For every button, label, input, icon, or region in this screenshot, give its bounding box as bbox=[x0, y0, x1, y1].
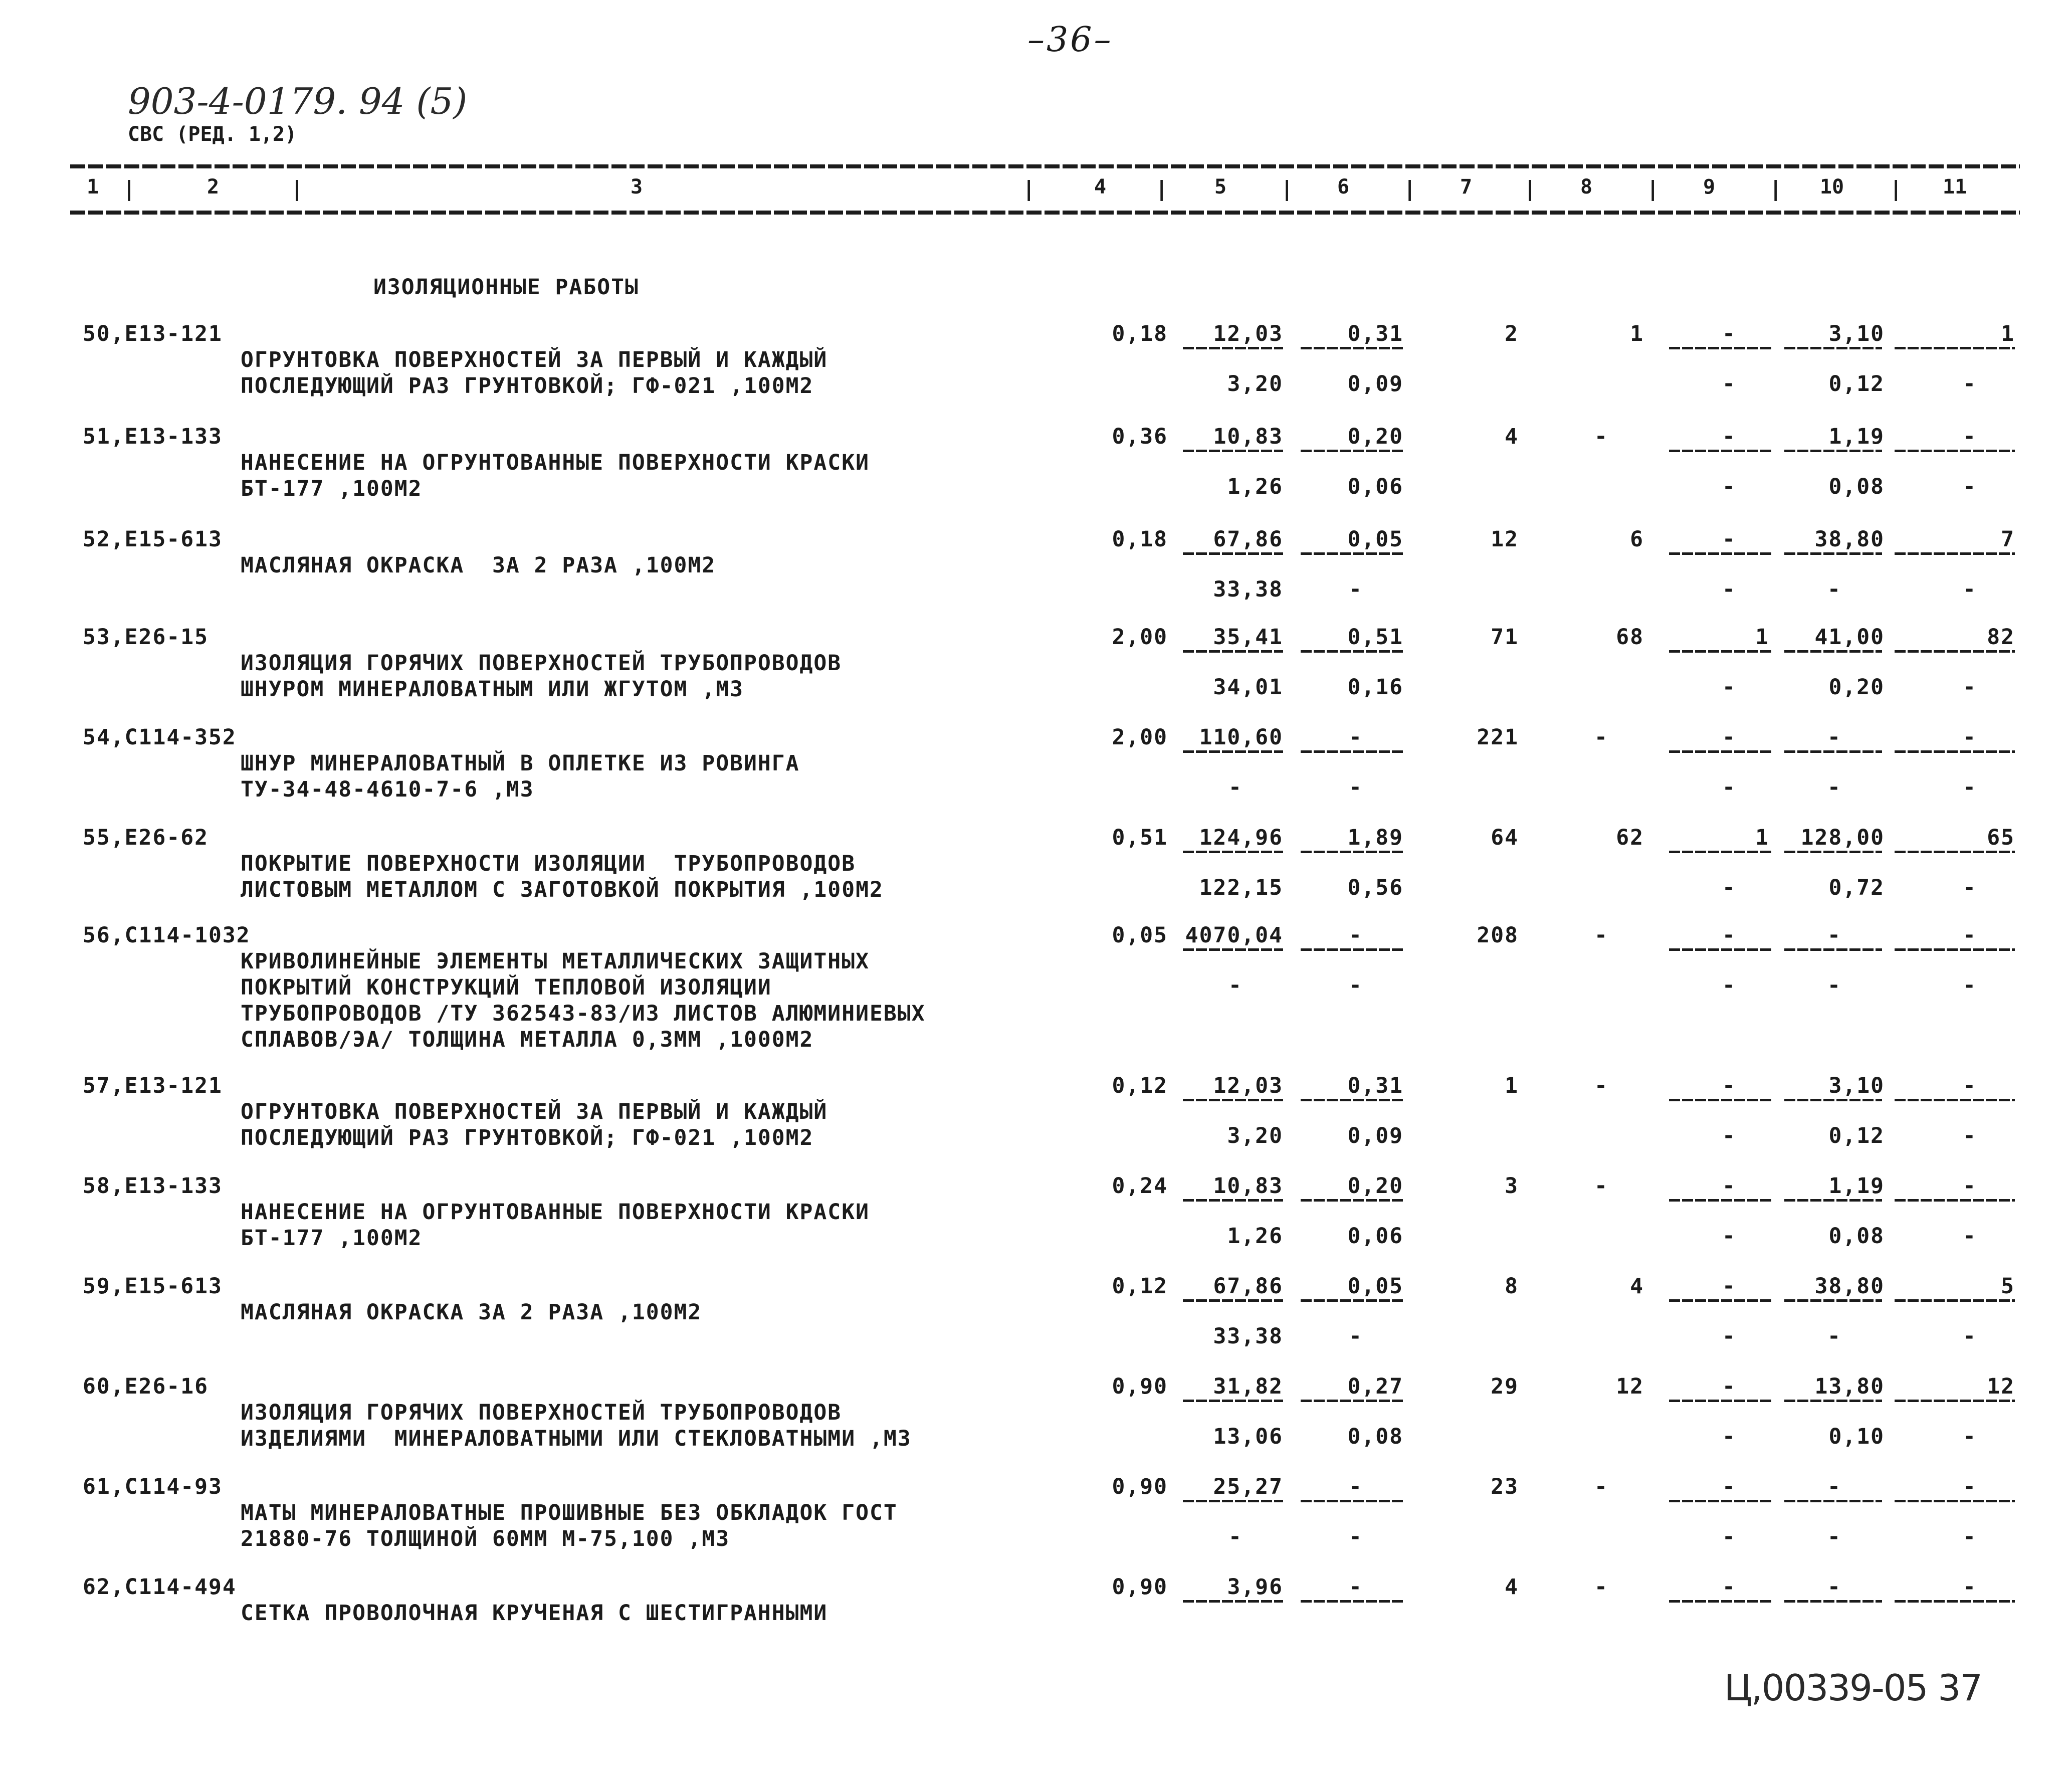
row-col-6: 0,20 bbox=[1347, 1173, 1403, 1199]
column-header-8: 8 bbox=[1580, 175, 1593, 199]
row-col-10: - bbox=[1827, 1574, 1841, 1600]
row-col-9: - bbox=[1722, 1574, 1736, 1600]
value-underline bbox=[1301, 650, 1403, 653]
row-sub-col-10: - bbox=[1827, 973, 1841, 998]
row-sub-col-11: - bbox=[1963, 875, 1977, 900]
row-col-5: 12,03 bbox=[1213, 321, 1283, 346]
row-description-line: БТ-177 ,100М2 bbox=[241, 476, 423, 501]
row-description-line: ИЗОЛЯЦИЯ ГОРЯЧИХ ПОВЕРХНОСТЕЙ ТРУБОПРОВОДОВ bbox=[241, 1400, 842, 1425]
row-col-4: 0,90 bbox=[1112, 1374, 1168, 1399]
column-header-9: 9 bbox=[1703, 175, 1716, 199]
value-underline bbox=[1784, 450, 1882, 452]
row-col-9: 1 bbox=[1755, 625, 1769, 650]
header-top-rule bbox=[70, 164, 2020, 168]
row-code: 59,Е15-613 bbox=[83, 1274, 223, 1299]
row-sub-col-11: - bbox=[1963, 675, 1977, 700]
row-col-6: 0,05 bbox=[1347, 527, 1403, 552]
value-underline bbox=[1183, 552, 1283, 555]
column-separator: | bbox=[1281, 176, 1294, 201]
row-sub-col-10: 0,12 bbox=[1828, 371, 1885, 397]
column-header-2: 2 bbox=[206, 175, 220, 199]
row-col-8: - bbox=[1594, 923, 1608, 948]
row-code: 53,Е26-15 bbox=[83, 625, 209, 650]
value-underline bbox=[1784, 750, 1882, 753]
row-sub-col-5: 1,26 bbox=[1227, 474, 1283, 499]
column-header-11: 11 bbox=[1942, 175, 1967, 199]
value-underline bbox=[1895, 750, 2015, 753]
value-underline bbox=[1301, 750, 1403, 753]
row-col-9: - bbox=[1722, 1474, 1736, 1499]
value-underline bbox=[1183, 1099, 1283, 1101]
row-sub-col-11: - bbox=[1963, 973, 1977, 998]
row-col-4: 0,18 bbox=[1112, 321, 1168, 346]
row-col-5: 10,83 bbox=[1213, 1173, 1283, 1199]
row-col-9: - bbox=[1722, 527, 1736, 552]
row-sub-col-6: - bbox=[1349, 973, 1363, 998]
value-underline bbox=[1784, 1500, 1882, 1502]
value-underline bbox=[1301, 1299, 1403, 1302]
header-bottom-rule bbox=[70, 211, 2020, 215]
row-description-line: ПОКРЫТИЙ КОНСТРУКЦИЙ ТЕПЛОВОЙ ИЗОЛЯЦИИ bbox=[241, 975, 772, 1000]
value-underline bbox=[1669, 851, 1772, 853]
row-col-7: 1 bbox=[1505, 1073, 1519, 1098]
value-underline bbox=[1669, 1099, 1772, 1101]
column-separator: | bbox=[1890, 176, 1903, 201]
value-underline bbox=[1183, 1400, 1283, 1402]
column-header-1: 1 bbox=[86, 175, 99, 199]
row-sub-col-5: 33,38 bbox=[1213, 577, 1283, 602]
value-underline bbox=[1784, 1299, 1882, 1302]
row-code: 58,Е13-133 bbox=[83, 1173, 223, 1199]
row-col-5: 67,86 bbox=[1213, 527, 1283, 552]
row-sub-col-6: 0,09 bbox=[1347, 1123, 1403, 1148]
column-separator: | bbox=[1022, 176, 1035, 201]
row-col-8: - bbox=[1594, 424, 1608, 449]
row-description-line: ШНУР МИНЕРАЛОВАТНЫЙ В ОПЛЕТКЕ ИЗ РОВИНГА bbox=[241, 751, 800, 776]
row-description-line: СПЛАВОВ/ЭА/ ТОЛЩИНА МЕТАЛЛА 0,3ММ ,1000М2 bbox=[241, 1027, 814, 1052]
row-col-10: 38,80 bbox=[1814, 527, 1885, 552]
row-col-8: 4 bbox=[1630, 1274, 1644, 1299]
row-sub-col-6: 0,56 bbox=[1347, 875, 1403, 900]
row-sub-col-5: 34,01 bbox=[1213, 675, 1283, 700]
row-sub-col-6: - bbox=[1349, 775, 1363, 800]
row-col-6: 0,51 bbox=[1347, 625, 1403, 650]
row-description-line: ПОСЛЕДУЮЩИЙ РАЗ ГРУНТОВКОЙ; ГФ-021 ,100М2 bbox=[241, 373, 814, 399]
row-code: 52,Е15-613 bbox=[83, 527, 223, 552]
column-header-5: 5 bbox=[1214, 175, 1227, 199]
value-underline bbox=[1301, 948, 1403, 951]
row-sub-col-11: - bbox=[1963, 775, 1977, 800]
row-col-4: 0,36 bbox=[1112, 424, 1168, 449]
column-header-4: 4 bbox=[1094, 175, 1107, 199]
row-code: 60,Е26-16 bbox=[83, 1374, 209, 1399]
row-col-4: 0,90 bbox=[1112, 1574, 1168, 1600]
row-col-11: 5 bbox=[2001, 1274, 2015, 1299]
row-col-11: - bbox=[1963, 1574, 1977, 1600]
row-col-11: 1 bbox=[2001, 321, 2015, 346]
row-sub-col-11: - bbox=[1963, 1324, 1977, 1349]
row-code: 62,С114-494 bbox=[83, 1574, 237, 1600]
section-title: ИЗОЛЯЦИОННЫЕ РАБОТЫ bbox=[373, 275, 639, 300]
row-col-9: - bbox=[1722, 424, 1736, 449]
row-sub-col-9: - bbox=[1722, 973, 1736, 998]
row-col-5: 31,82 bbox=[1213, 1374, 1283, 1399]
row-col-4: 0,12 bbox=[1112, 1073, 1168, 1098]
row-sub-col-5: - bbox=[1228, 775, 1242, 800]
column-header-10: 10 bbox=[1819, 175, 1844, 199]
row-col-6: 0,31 bbox=[1347, 1073, 1403, 1098]
row-sub-col-6: 0,08 bbox=[1347, 1424, 1403, 1449]
row-sub-col-10: 0,08 bbox=[1828, 474, 1885, 499]
row-description-line: МАСЛЯНАЯ ОКРАСКА ЗА 2 РАЗА ,100М2 bbox=[241, 1300, 702, 1325]
row-col-9: - bbox=[1722, 1073, 1736, 1098]
row-col-5: 124,96 bbox=[1199, 825, 1283, 850]
value-underline bbox=[1301, 1500, 1403, 1502]
column-header-7: 7 bbox=[1460, 175, 1473, 199]
value-underline bbox=[1784, 1600, 1882, 1603]
row-sub-col-5: - bbox=[1228, 973, 1242, 998]
value-underline bbox=[1784, 851, 1882, 853]
row-col-5: 25,27 bbox=[1213, 1474, 1283, 1499]
row-sub-col-6: - bbox=[1349, 1324, 1363, 1349]
row-col-6: 0,31 bbox=[1347, 321, 1403, 346]
row-sub-col-11: - bbox=[1963, 1524, 1977, 1549]
row-col-6: 0,27 bbox=[1347, 1374, 1403, 1399]
row-col-9: - bbox=[1722, 321, 1736, 346]
row-col-7: 221 bbox=[1477, 725, 1519, 750]
row-col-6: - bbox=[1349, 1474, 1363, 1499]
value-underline bbox=[1895, 851, 2015, 853]
row-code: 54,С114-352 bbox=[83, 725, 237, 750]
row-sub-col-10: 0,72 bbox=[1828, 875, 1885, 900]
row-col-10: 3,10 bbox=[1828, 1073, 1885, 1098]
value-underline bbox=[1669, 1500, 1772, 1502]
row-sub-col-6: - bbox=[1349, 577, 1363, 602]
row-sub-col-9: - bbox=[1722, 1324, 1736, 1349]
row-col-5: 3,96 bbox=[1227, 1574, 1283, 1600]
row-sub-col-5: - bbox=[1228, 1524, 1242, 1549]
value-underline bbox=[1895, 347, 2015, 349]
row-col-7: 23 bbox=[1491, 1474, 1519, 1499]
row-sub-col-11: - bbox=[1963, 1424, 1977, 1449]
row-description-line: ШНУРОМ МИНЕРАЛОВАТНЫМ ИЛИ ЖГУТОМ ,М3 bbox=[241, 677, 744, 702]
value-underline bbox=[1669, 948, 1772, 951]
row-description-line: МАСЛЯНАЯ ОКРАСКА ЗА 2 РАЗА ,100М2 bbox=[241, 553, 716, 578]
row-sub-col-10: - bbox=[1827, 1524, 1841, 1549]
row-sub-col-5: 13,06 bbox=[1213, 1424, 1283, 1449]
row-description-line: ИЗДЕЛИЯМИ МИНЕРАЛОВАТНЫМИ ИЛИ СТЕКЛОВАТНЫМИ ,М3 bbox=[241, 1426, 912, 1451]
row-sub-col-5: 122,15 bbox=[1199, 875, 1283, 900]
row-sub-col-9: - bbox=[1722, 775, 1736, 800]
row-col-11: - bbox=[1963, 1173, 1977, 1199]
row-col-5: 12,03 bbox=[1213, 1073, 1283, 1098]
row-col-5: 110,60 bbox=[1199, 725, 1283, 750]
row-col-5: 67,86 bbox=[1213, 1274, 1283, 1299]
row-sub-col-5: 3,20 bbox=[1227, 371, 1283, 397]
document-subtitle: СВС (РЕД. 1,2) bbox=[128, 123, 297, 146]
row-col-7: 12 bbox=[1491, 527, 1519, 552]
row-col-11: - bbox=[1963, 1073, 1977, 1098]
value-underline bbox=[1301, 552, 1403, 555]
row-sub-col-9: - bbox=[1722, 577, 1736, 602]
row-sub-col-5: 33,38 bbox=[1213, 1324, 1283, 1349]
row-description-line: НАНЕСЕНИЕ НА ОГРУНТОВАННЫЕ ПОВЕРХНОСТИ КРАСКИ bbox=[241, 450, 870, 475]
value-underline bbox=[1895, 1600, 2015, 1603]
value-underline bbox=[1183, 450, 1283, 452]
row-code: 55,Е26-62 bbox=[83, 825, 209, 850]
row-sub-col-10: 0,08 bbox=[1828, 1224, 1885, 1249]
value-underline bbox=[1784, 1099, 1882, 1101]
row-col-10: 1,19 bbox=[1828, 1173, 1885, 1199]
row-sub-col-5: 3,20 bbox=[1227, 1123, 1283, 1148]
row-col-7: 208 bbox=[1477, 923, 1519, 948]
row-col-4: 0,12 bbox=[1112, 1274, 1168, 1299]
value-underline bbox=[1183, 750, 1283, 753]
row-col-4: 0,24 bbox=[1112, 1173, 1168, 1199]
column-separator: | bbox=[1769, 176, 1782, 201]
row-sub-col-10: - bbox=[1827, 1324, 1841, 1349]
row-col-11: - bbox=[1963, 725, 1977, 750]
row-col-8: - bbox=[1594, 1173, 1608, 1199]
value-underline bbox=[1669, 1199, 1772, 1202]
row-sub-col-10: 0,20 bbox=[1828, 675, 1885, 700]
value-underline bbox=[1301, 1400, 1403, 1402]
row-col-11: 65 bbox=[1987, 825, 2015, 850]
row-description-line: СЕТКА ПРОВОЛОЧНАЯ КРУЧЕНАЯ С ШЕСТИГРАННЫМИ bbox=[241, 1601, 828, 1626]
row-col-7: 8 bbox=[1505, 1274, 1519, 1299]
row-col-10: 38,80 bbox=[1814, 1274, 1885, 1299]
value-underline bbox=[1669, 1299, 1772, 1302]
column-separator: | bbox=[1524, 176, 1537, 201]
row-col-5: 35,41 bbox=[1213, 625, 1283, 650]
row-sub-col-6: 0,06 bbox=[1347, 1224, 1403, 1249]
row-sub-col-10: 0,12 bbox=[1828, 1123, 1885, 1148]
row-col-9: 1 bbox=[1755, 825, 1769, 850]
row-col-8: 1 bbox=[1630, 321, 1644, 346]
row-col-11: 7 bbox=[2001, 527, 2015, 552]
row-sub-col-6: 0,06 bbox=[1347, 474, 1403, 499]
row-col-4: 0,05 bbox=[1112, 923, 1168, 948]
row-col-4: 2,00 bbox=[1112, 725, 1168, 750]
row-description-line: ТУ-34-48-4610-7-6 ,М3 bbox=[241, 777, 534, 802]
value-underline bbox=[1895, 1199, 2015, 1202]
value-underline bbox=[1183, 948, 1283, 951]
column-separator: | bbox=[1646, 176, 1660, 201]
value-underline bbox=[1301, 450, 1403, 452]
row-sub-col-9: - bbox=[1722, 1524, 1736, 1549]
row-col-5: 4070,04 bbox=[1185, 923, 1283, 948]
row-col-6: 0,05 bbox=[1347, 1274, 1403, 1299]
value-underline bbox=[1895, 1099, 2015, 1101]
row-description-line: МАТЫ МИНЕРАЛОВАТНЫЕ ПРОШИВНЫЕ БЕЗ ОБКЛАДОК ГОСТ bbox=[241, 1500, 898, 1525]
row-col-8: 68 bbox=[1616, 625, 1644, 650]
value-underline bbox=[1784, 1199, 1882, 1202]
row-sub-col-9: - bbox=[1722, 371, 1736, 397]
value-underline bbox=[1895, 1500, 2015, 1502]
row-col-8: - bbox=[1594, 1073, 1608, 1098]
row-col-11: - bbox=[1963, 1474, 1977, 1499]
row-col-9: - bbox=[1722, 1274, 1736, 1299]
row-description-line: НАНЕСЕНИЕ НА ОГРУНТОВАННЫЕ ПОВЕРХНОСТИ КРАСКИ bbox=[241, 1200, 870, 1225]
row-col-7: 64 bbox=[1491, 825, 1519, 850]
row-col-7: 71 bbox=[1491, 625, 1519, 650]
row-col-11: - bbox=[1963, 923, 1977, 948]
value-underline bbox=[1784, 552, 1882, 555]
column-separator: | bbox=[291, 176, 304, 201]
value-underline bbox=[1895, 948, 2015, 951]
value-underline bbox=[1895, 650, 2015, 653]
column-header-3: 3 bbox=[630, 175, 643, 199]
row-col-7: 3 bbox=[1505, 1173, 1519, 1199]
row-col-6: 1,89 bbox=[1347, 825, 1403, 850]
row-sub-col-11: - bbox=[1963, 1224, 1977, 1249]
row-col-7: 2 bbox=[1505, 321, 1519, 346]
value-underline bbox=[1183, 650, 1283, 653]
footer-stamp: Ц,00339-05 37 bbox=[1724, 1667, 1982, 1709]
value-underline bbox=[1301, 851, 1403, 853]
value-underline bbox=[1784, 347, 1882, 349]
row-sub-col-11: - bbox=[1963, 474, 1977, 499]
row-col-10: 41,00 bbox=[1814, 625, 1885, 650]
row-col-8: 62 bbox=[1616, 825, 1644, 850]
row-code: 57,Е13-121 bbox=[83, 1073, 223, 1098]
value-underline bbox=[1895, 552, 2015, 555]
row-description-line: ЛИСТОВЫМ МЕТАЛЛОМ С ЗАГОТОВКОЙ ПОКРЫТИЯ ,100М2 bbox=[241, 877, 884, 902]
row-sub-col-10: - bbox=[1827, 577, 1841, 602]
row-description-line: ИЗОЛЯЦИЯ ГОРЯЧИХ ПОВЕРХНОСТЕЙ ТРУБОПРОВОДОВ bbox=[241, 651, 842, 676]
row-col-8: - bbox=[1594, 1574, 1608, 1600]
row-sub-col-6: 0,09 bbox=[1347, 371, 1403, 397]
value-underline bbox=[1895, 450, 2015, 452]
row-sub-col-9: - bbox=[1722, 675, 1736, 700]
row-col-6: 0,20 bbox=[1347, 424, 1403, 449]
row-sub-col-11: - bbox=[1963, 1123, 1977, 1148]
value-underline bbox=[1669, 552, 1772, 555]
page-number: –36– bbox=[1027, 20, 1113, 60]
value-underline bbox=[1669, 347, 1772, 349]
value-underline bbox=[1301, 1099, 1403, 1101]
row-code: 51,Е13-133 bbox=[83, 424, 223, 449]
row-sub-col-5: 1,26 bbox=[1227, 1224, 1283, 1249]
row-sub-col-10: 0,10 bbox=[1828, 1424, 1885, 1449]
row-col-11: 12 bbox=[1987, 1374, 2015, 1399]
value-underline bbox=[1784, 650, 1882, 653]
row-code: 50,Е13-121 bbox=[83, 321, 223, 346]
row-col-9: - bbox=[1722, 725, 1736, 750]
row-col-8: 6 bbox=[1630, 527, 1644, 552]
row-col-5: 10,83 bbox=[1213, 424, 1283, 449]
value-underline bbox=[1895, 1400, 2015, 1402]
row-col-8: - bbox=[1594, 725, 1608, 750]
row-sub-col-6: 0,16 bbox=[1347, 675, 1403, 700]
row-col-4: 2,00 bbox=[1112, 625, 1168, 650]
value-underline bbox=[1895, 1299, 2015, 1302]
row-col-10: - bbox=[1827, 923, 1841, 948]
row-col-10: - bbox=[1827, 1474, 1841, 1499]
row-code: 61,С114-93 bbox=[83, 1474, 223, 1499]
value-underline bbox=[1183, 1299, 1283, 1302]
column-separator: | bbox=[123, 176, 136, 201]
row-sub-col-9: - bbox=[1722, 1123, 1736, 1148]
row-sub-col-9: - bbox=[1722, 1224, 1736, 1249]
row-sub-col-11: - bbox=[1963, 577, 1977, 602]
value-underline bbox=[1183, 347, 1283, 349]
row-sub-col-6: - bbox=[1349, 1524, 1363, 1549]
column-header-6: 6 bbox=[1337, 175, 1350, 199]
row-col-8: 12 bbox=[1616, 1374, 1644, 1399]
row-col-9: - bbox=[1722, 923, 1736, 948]
value-underline bbox=[1301, 347, 1403, 349]
row-col-9: - bbox=[1722, 1374, 1736, 1399]
row-col-11: 82 bbox=[1987, 625, 2015, 650]
value-underline bbox=[1669, 1400, 1772, 1402]
value-underline bbox=[1183, 1199, 1283, 1202]
row-sub-col-9: - bbox=[1722, 1424, 1736, 1449]
row-sub-col-11: - bbox=[1963, 371, 1977, 397]
row-description-line: ПОКРЫТИЕ ПОВЕРХНОСТИ ИЗОЛЯЦИИ ТРУБОПРОВОДОВ bbox=[241, 851, 856, 876]
row-col-10: 1,19 bbox=[1828, 424, 1885, 449]
row-col-10: - bbox=[1827, 725, 1841, 750]
row-col-6: - bbox=[1349, 1574, 1363, 1600]
value-underline bbox=[1784, 948, 1882, 951]
column-separator: | bbox=[1155, 176, 1168, 201]
row-col-7: 4 bbox=[1505, 424, 1519, 449]
row-col-4: 0,51 bbox=[1112, 825, 1168, 850]
value-underline bbox=[1301, 1600, 1403, 1603]
row-col-10: 128,00 bbox=[1800, 825, 1885, 850]
row-code: 56,С114-1032 bbox=[83, 923, 251, 948]
document-code: 903-4-0179. 94 (5) bbox=[128, 80, 468, 122]
row-col-6: - bbox=[1349, 923, 1363, 948]
row-description-line: ТРУБОПРОВОДОВ /ТУ 362543-83/ИЗ ЛИСТОВ АЛЮМИНИЕВЫХ bbox=[241, 1001, 926, 1026]
row-description-line: ОГРУНТОВКА ПОВЕРХНОСТЕЙ ЗА ПЕРВЫЙ И КАЖДЫЙ bbox=[241, 1099, 828, 1124]
value-underline bbox=[1669, 450, 1772, 452]
value-underline bbox=[1669, 750, 1772, 753]
row-col-10: 3,10 bbox=[1828, 321, 1885, 346]
row-description-line: БТ-177 ,100М2 bbox=[241, 1226, 423, 1251]
row-col-7: 4 bbox=[1505, 1574, 1519, 1600]
row-description-line: ОГРУНТОВКА ПОВЕРХНОСТЕЙ ЗА ПЕРВЫЙ И КАЖДЫЙ bbox=[241, 347, 828, 372]
row-col-9: - bbox=[1722, 1173, 1736, 1199]
row-col-10: 13,80 bbox=[1814, 1374, 1885, 1399]
row-col-4: 0,90 bbox=[1112, 1474, 1168, 1499]
value-underline bbox=[1669, 650, 1772, 653]
column-separator: | bbox=[1403, 176, 1416, 201]
row-description-line: 21880-76 ТОЛЩИНОЙ 60ММ М-75,100 ,М3 bbox=[241, 1526, 730, 1551]
row-description-line: ПОСЛЕДУЮЩИЙ РАЗ ГРУНТОВКОЙ; ГФ-021 ,100М2 bbox=[241, 1125, 814, 1150]
value-underline bbox=[1183, 851, 1283, 853]
value-underline bbox=[1301, 1199, 1403, 1202]
value-underline bbox=[1669, 1600, 1772, 1603]
row-col-4: 0,18 bbox=[1112, 527, 1168, 552]
value-underline bbox=[1784, 1400, 1882, 1402]
value-underline bbox=[1183, 1500, 1283, 1502]
row-description-line: КРИВОЛИНЕЙНЫЕ ЭЛЕМЕНТЫ МЕТАЛЛИЧЕСКИХ ЗАЩИТНЫХ bbox=[241, 949, 870, 974]
row-col-11: - bbox=[1963, 424, 1977, 449]
row-sub-col-9: - bbox=[1722, 875, 1736, 900]
row-col-6: - bbox=[1349, 725, 1363, 750]
row-sub-col-9: - bbox=[1722, 474, 1736, 499]
row-col-8: - bbox=[1594, 1474, 1608, 1499]
value-underline bbox=[1183, 1600, 1283, 1603]
row-sub-col-10: - bbox=[1827, 775, 1841, 800]
row-col-7: 29 bbox=[1491, 1374, 1519, 1399]
